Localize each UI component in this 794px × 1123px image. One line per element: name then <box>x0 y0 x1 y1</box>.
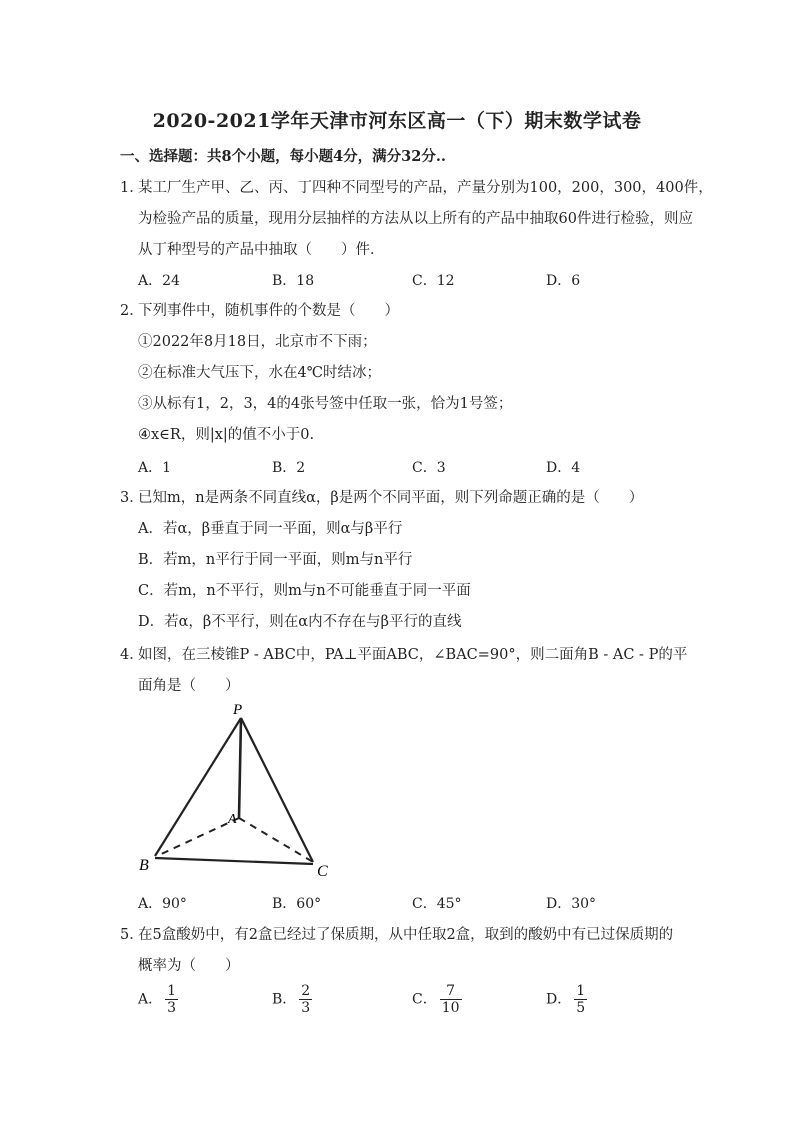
question-4-option-c[interactable]: C．45° <box>412 896 462 912</box>
question-4-option-d[interactable]: D．30° <box>546 896 597 912</box>
label-c: C <box>317 863 328 880</box>
fraction <box>299 983 312 1016</box>
question-1-option-b[interactable]: B．18 <box>272 273 315 289</box>
question-5-line-2: 概率为（ ） <box>138 958 240 974</box>
edge-pb <box>155 718 241 856</box>
fraction <box>440 983 462 1016</box>
numerator: 1 <box>167 983 177 999</box>
question-2-item-3: ③从标有1，2，3，4的4张号签中任取一张，恰为1号签； <box>138 396 513 412</box>
question-1-line-2: 为检验产品的质量，现用分层抽样的方法从以上所有的产品中抽取60件进行检验，则应 <box>138 211 693 227</box>
question-2-option-c[interactable]: C．3 <box>412 460 446 476</box>
question-5-options <box>138 983 698 1023</box>
numerator: 7 <box>440 983 462 1000</box>
question-1-option-a[interactable]: A．24 <box>138 273 180 289</box>
question-2-option-d[interactable]: D．4 <box>546 460 581 476</box>
question-5-option-d[interactable] <box>546 983 587 1016</box>
question-2-option-b[interactable]: B．2 <box>272 460 306 476</box>
tetrahedron-figure <box>135 700 345 885</box>
option-label: C． <box>412 991 437 1008</box>
question-2-option-a[interactable]: A．1 <box>138 460 172 476</box>
question-4-option-b[interactable]: B．60° <box>272 896 322 912</box>
question-3-stem: 已知m，n是两条不同直线α，β是两个不同平面，则下列命题正确的是（ ） <box>138 490 644 506</box>
question-3-number: 3． <box>120 490 144 506</box>
question-2-item-1: ①2022年8月18日，北京市不下雨； <box>138 334 377 350</box>
question-1-options <box>138 270 698 292</box>
numerator: 1 <box>576 983 586 999</box>
page-title: 2020-2021学年天津市河东区高一（下）期末数学试卷 <box>152 110 642 132</box>
option-label: A． <box>138 991 163 1008</box>
fraction <box>165 983 178 1016</box>
label-p: P <box>233 702 243 718</box>
question-2-options <box>138 457 698 479</box>
denominator: 10 <box>441 1000 460 1016</box>
question-3-option-c[interactable]: C．若m，n不平行，则m与n不可能垂直于同一平面 <box>138 583 471 599</box>
question-4-option-a[interactable]: A．90° <box>138 896 187 912</box>
label-b: B <box>139 857 149 874</box>
edge-pa <box>239 718 241 818</box>
question-1-option-c[interactable]: C．12 <box>412 273 455 289</box>
section-heading: 一、选择题：共8个小题，每小题4分，满分32分.. <box>120 148 446 165</box>
denominator: 3 <box>167 1000 177 1016</box>
denominator: 5 <box>576 1000 586 1016</box>
question-1-number: 1． <box>120 180 144 196</box>
question-5-number: 5． <box>120 927 144 943</box>
question-3-option-b[interactable]: B．若m，n平行于同一平面，则m与n平行 <box>138 552 413 568</box>
denominator: 3 <box>301 1000 311 1016</box>
option-label: D． <box>546 991 572 1008</box>
option-label: B． <box>272 991 297 1008</box>
fraction <box>574 983 587 1016</box>
question-1-line-1: 某工厂生产甲、乙、丙、丁四种不同型号的产品，产量分别为100，200，300，400件， <box>138 180 713 196</box>
question-2-number: 2． <box>120 303 144 319</box>
question-3-option-d[interactable]: D．若α，β不平行，则在α内不存在与β平行的直线 <box>138 614 462 630</box>
question-1-option-d[interactable]: D．6 <box>546 273 581 289</box>
edge-bc <box>155 858 313 864</box>
edge-ab-dashed <box>157 818 239 856</box>
question-4-line-1: 如图，在三棱锥P - ABC中，PA⊥平面ABC，∠BAC=90°，则二面角B - AC - P的平 <box>138 647 688 663</box>
question-5-line-1: 在5盒酸奶中，有2盒已经过了保质期，从中任取2盒，取到的酸奶中有已过保质期的 <box>138 927 674 943</box>
question-2-line-1: 下列事件中，随机事件的个数是（ ） <box>138 303 399 319</box>
question-1-line-3: 从丁种型号的产品中抽取（ ）件． <box>138 242 385 258</box>
question-4-line-2: 面角是（ ） <box>138 678 240 694</box>
question-2-item-4: ④x∈R，则|x|的值不小于0. <box>138 427 315 443</box>
label-a: A <box>228 812 237 827</box>
question-4-number: 4． <box>120 647 144 663</box>
question-4-options <box>138 893 698 915</box>
question-5-option-c[interactable] <box>412 983 462 1016</box>
question-2-item-2: ②在标准大气压下，水在4℃时结冰； <box>138 365 381 381</box>
numerator: 2 <box>301 983 311 999</box>
question-5-option-b[interactable] <box>272 983 312 1016</box>
question-3-option-a[interactable]: A．若α，β垂直于同一平面，则α与β平行 <box>138 521 403 537</box>
question-5-option-a[interactable] <box>138 983 178 1016</box>
